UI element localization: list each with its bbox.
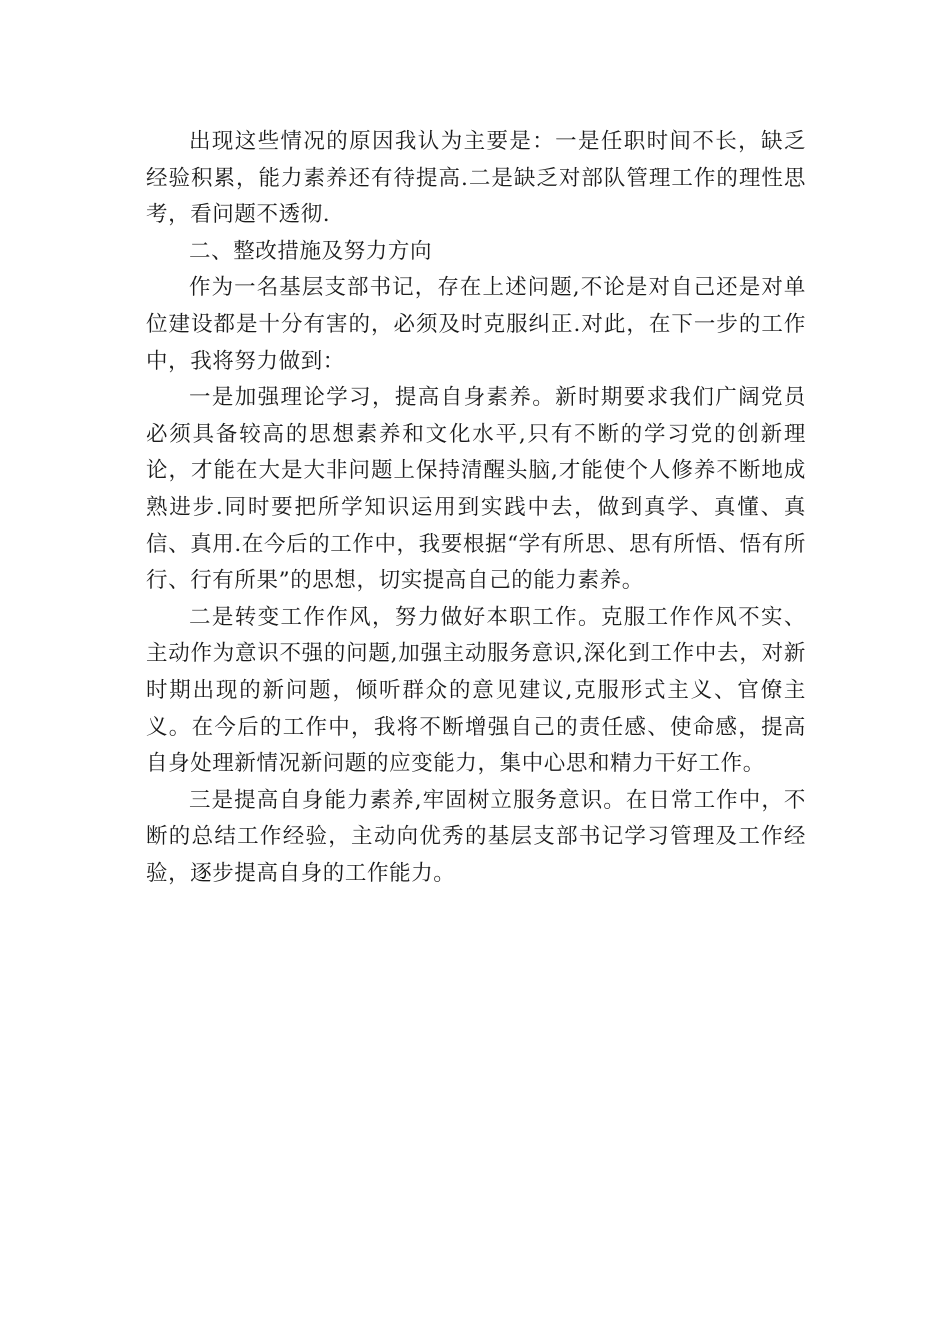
paragraph-intro: 作为一名基层支部书记，存在上述问题,不论是对自己还是对单位建设都是十分有害的，必须及时克服纠正.对此，在下一步的工作中，我将努力做到：	[146, 275, 806, 374]
document-body	[146, 124, 806, 892]
paragraph-reasons: 出现这些情况的原因我认为主要是：一是任职时间不长，缺乏经验积累，能力素养还有待提高.二是缺乏对部队管理工作的理性思考，看问题不透彻.	[146, 129, 806, 228]
paragraph-measure-1: 一是加强理论学习，提高自身素养。新时期要求我们广阔党员必须具备较高的思想素养和文化水平,只有不断的学习党的创新理论，才能在大是大非问题上保持清醒头脑,才能使个人修养不断地成熟进步.同时要把所学知识运用到实践中去，做到真学、真懂、真信、真用.在今后的工作中，我要根据“学有所思、思有所悟、悟有所行、行有所果”的思想，切实提高自己的能力素养。	[146, 385, 806, 594]
paragraph-measure-2: 二是转变工作作风，努力做好本职工作。克服工作作风不实、主动作为意识不强的问题,加强主动服务意识,深化到工作中去，对新时期出现的新问题，倾听群众的意见建议,克服形式主义、官僚主义。在今后的工作中，我将不断增强自己的责任感、使命感，提高自身处理新情况新问题的应变能力，集中心思和精力干好工作。	[146, 604, 806, 777]
section-heading: 二、整改措施及努力方向	[189, 238, 433, 264]
paragraph-measure-3: 三是提高自身能力素养,牢固树立服务意识。在日常工作中，不断的总结工作经验，主动向优秀的基层支部书记学习管理及工作经验，逐步提高自身的工作能力。	[146, 787, 806, 886]
